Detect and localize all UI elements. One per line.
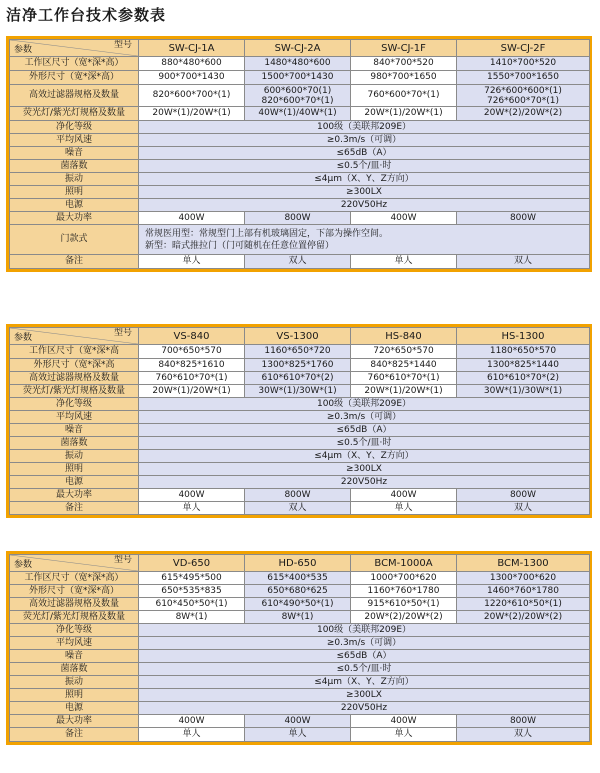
header-corner-cell [10,555,139,572]
model-header-cell: BCM-1300 [457,555,590,572]
row-label: 平均风速 [10,134,139,147]
row-value-cell: 840*825*1610 [139,359,245,372]
row-value-cell: 1460*760*1780 [457,585,590,598]
header-corner-cell [10,40,139,57]
row-value-cell: 1500*700*1430 [245,71,351,85]
table-row [10,71,590,85]
row-value-cell: 800W [457,715,590,728]
row-label: 振动 [10,450,139,463]
row-value-cell: 840*700*520 [351,57,457,71]
row-label: 高效过滤器规格及数量 [10,372,139,385]
row-value-cell: 400W [139,489,245,502]
table-row [10,437,590,450]
row-label: 净化等级 [10,624,139,637]
row-value-cell: 840*825*1440 [351,359,457,372]
row-value-cell: 615*400*535 [245,572,351,585]
row-value-cell: 615*495*500 [139,572,245,585]
row-value-cell: 1410*700*520 [457,57,590,71]
row-value-span: 100级（美联邦209E） [139,398,590,411]
row-value-cell: 400W [351,212,457,225]
table-row [10,702,590,715]
spec-table [9,327,590,515]
row-label: 荧光灯/紫光灯规格及数量 [10,385,139,398]
row-label: 备注 [10,502,139,515]
row-value-span: ≤65dB（A） [139,424,590,437]
row-value-span: ≤65dB（A） [139,650,590,663]
row-value-cell: 1160*650*720 [245,345,351,359]
page-title: 洁净工作台技术参数表 [6,6,167,24]
row-value-cell: 30W*(1)/30W*(1) [457,385,590,398]
row-value-cell: 400W [245,715,351,728]
row-value-cell: 单人 [139,255,245,269]
row-value-span: ≥0.3m/s（可调） [139,637,590,650]
row-value-span: ≤4μm（X、Y、Z方向） [139,450,590,463]
row-label: 备注 [10,255,139,269]
table-row [10,85,590,107]
row-label: 噪音 [10,424,139,437]
model-header-cell: HS-1300 [457,328,590,345]
header-param-label: 参数 [14,45,33,55]
table-row [10,663,590,676]
table-row [10,489,590,502]
table-row [10,476,590,489]
spec-table-2 [6,324,592,518]
row-value-cell: 1480*480*600 [245,57,351,71]
table-row [10,598,590,611]
table-row [10,199,590,212]
row-value-cell: 20W*(1)/20W*(1) [351,107,457,121]
row-label: 外形尺寸（宽*深*高 [10,359,139,372]
row-label: 电源 [10,476,139,489]
row-value-cell: 8W*(1) [139,611,245,624]
spec-table [9,39,590,269]
row-label: 外形尺寸（宽*深*高） [10,585,139,598]
row-value-cell: 610*610*70*(2) [245,372,351,385]
row-value-cell: 双人 [457,728,590,742]
row-label: 外形尺寸（宽*深*高） [10,71,139,85]
row-value-cell: 400W [351,489,457,502]
row-value-span: 220V50Hz [139,476,590,489]
row-value-cell: 1180*650*570 [457,345,590,359]
row-value-cell: 1160*760*1780 [351,585,457,598]
row-value-cell: 800W [245,212,351,225]
model-header-cell: BCM-1000A [351,555,457,572]
row-label: 净化等级 [10,398,139,411]
table-row [10,398,590,411]
row-label: 照明 [10,186,139,199]
row-label: 照明 [10,463,139,476]
row-value-span: ≥0.3m/s（可调） [139,411,590,424]
model-header-cell: VD-650 [139,555,245,572]
row-value-cell: 双人 [457,255,590,269]
row-value-span: ≤65dB（A） [139,147,590,160]
row-label: 振动 [10,173,139,186]
row-value-cell: 880*480*600 [139,57,245,71]
row-label: 电源 [10,702,139,715]
row-value-cell: 760*610*70*(1) [351,372,457,385]
row-value-cell: 1000*700*620 [351,572,457,585]
row-value-cell: 1300*700*620 [457,572,590,585]
row-value-cell: 单人 [351,255,457,269]
row-value-cell: 单人 [139,502,245,515]
header-corner-cell [10,328,139,345]
model-header-cell: SW-CJ-2A [245,40,351,57]
table-row [10,160,590,173]
model-header-cell: SW-CJ-1F [351,40,457,57]
row-value-span: ≥300LX [139,463,590,476]
row-value-cell: 单人 [139,728,245,742]
model-header-cell: HD-650 [245,555,351,572]
table-row [10,424,590,437]
row-label: 噪音 [10,650,139,663]
row-value-cell: 20W*(1)/20W*(1) [351,385,457,398]
row-value-span: ≥300LX [139,689,590,702]
row-label: 最大功率 [10,715,139,728]
table-row [10,134,590,147]
row-label: 工作区尺寸（宽*深*高） [10,57,139,71]
header-param-label: 参数 [14,560,33,570]
row-value-cell: 720*650*570 [351,345,457,359]
row-value-span: ≤0.5个/皿·时 [139,160,590,173]
row-value-span: 100级（美联邦209E） [139,624,590,637]
row-label: 净化等级 [10,121,139,134]
row-label: 菌落数 [10,160,139,173]
row-label: 噪音 [10,147,139,160]
model-header-cell: SW-CJ-2F [457,40,590,57]
table-row [10,650,590,663]
table-row [10,212,590,225]
row-label: 工作区尺寸（宽*深*高） [10,572,139,585]
table-row [10,107,590,121]
table-row [10,57,590,71]
row-label: 荧光灯/紫光灯规格及数量 [10,611,139,624]
row-value-cell: 1550*700*1650 [457,71,590,85]
row-label: 荧光灯/紫光灯规格及数量 [10,107,139,121]
row-value-cell: 1220*610*50*(1) [457,598,590,611]
header-param-label: 参数 [14,333,33,343]
row-value-cell: 760*610*70*(1) [139,372,245,385]
row-value-cell: 600*600*70(1) 820*600*70*(1) [245,85,351,107]
row-value-span: ≤4μm（X、Y、Z方向） [139,173,590,186]
row-label: 照明 [10,689,139,702]
row-value-cell: 20W*(2)/20W*(2) [457,107,590,121]
model-header-cell: VS-840 [139,328,245,345]
row-value-cell: 20W*(2)/20W*(2) [457,611,590,624]
header-model-label: 型号 [113,40,132,50]
row-value-cell: 单人 [351,728,457,742]
table-row [10,624,590,637]
table-row [10,585,590,598]
table-row [10,689,590,702]
table-row [10,372,590,385]
table-row [10,411,590,424]
row-label: 振动 [10,676,139,689]
spec-table-3 [6,551,592,745]
table-row [10,186,590,199]
row-value-cell: 610*450*50*(1) [139,598,245,611]
row-value-cell: 1300*825*1760 [245,359,351,372]
row-label: 高效过滤器规格及数量 [10,85,139,107]
row-value-cell: 760*600*70*(1) [351,85,457,107]
table-row [10,255,590,269]
row-value-cell: 726*600*600*(1) 726*600*70*(1) [457,85,590,107]
row-label: 菌落数 [10,663,139,676]
table-row [10,147,590,160]
row-value-cell: 915*610*50*(1) [351,598,457,611]
row-value-cell: 700*650*570 [139,345,245,359]
row-label: 工作区尺寸（宽*深*高 [10,345,139,359]
row-label: 高效过滤器规格及数量 [10,598,139,611]
row-label: 最大功率 [10,489,139,502]
row-value-cell: 40W*(1)/40W*(1) [245,107,351,121]
row-value-cell: 单人 [245,728,351,742]
row-value-cell: 双人 [245,255,351,269]
header-model-label: 型号 [113,328,132,338]
row-label: 备注 [10,728,139,742]
row-value-cell: 20W*(1)/20W*(1) [139,107,245,121]
row-value-cell: 900*700*1430 [139,71,245,85]
table-row [10,572,590,585]
row-value-cell: 1300*825*1440 [457,359,590,372]
spec-table-1 [6,36,592,272]
row-label: 最大功率 [10,212,139,225]
table-row [10,345,590,359]
row-value-span: ≤0.5个/皿·时 [139,437,590,450]
table-row [10,463,590,476]
row-label: 平均风速 [10,411,139,424]
row-value-span: 常规医用型：常规型门上部有机玻璃固定，下部为操作空间。 新型：暗式推拉门（门可随机在任意位置停留） [139,225,590,255]
row-value-cell: 400W [139,715,245,728]
row-value-cell: 800W [457,212,590,225]
table-row [10,728,590,742]
row-value-cell: 800W [457,489,590,502]
row-value-span: ≥0.3m/s（可调） [139,134,590,147]
row-value-span: 100级（美联邦209E） [139,121,590,134]
row-value-span: 220V50Hz [139,199,590,212]
row-label: 菌落数 [10,437,139,450]
row-value-cell: 30W*(1)/30W*(1) [245,385,351,398]
row-value-span: ≥300LX [139,186,590,199]
row-label: 电源 [10,199,139,212]
row-value-cell: 820*600*700*(1) [139,85,245,107]
row-value-cell: 8W*(1) [245,611,351,624]
table-row [10,359,590,372]
row-label: 门款式 [10,225,139,255]
row-value-cell: 400W [351,715,457,728]
table-row [10,715,590,728]
table-row [10,502,590,515]
row-value-cell: 20W*(2)/20W*(2) [351,611,457,624]
table-row [10,611,590,624]
model-header-cell: SW-CJ-1A [139,40,245,57]
row-value-cell: 20W*(1)/20W*(1) [139,385,245,398]
row-value-cell: 双人 [245,502,351,515]
row-value-span: 220V50Hz [139,702,590,715]
table-row [10,385,590,398]
row-value-cell: 400W [139,212,245,225]
row-value-span: ≤0.5个/皿·时 [139,663,590,676]
row-value-cell: 610*610*70*(2) [457,372,590,385]
row-value-cell: 650*535*835 [139,585,245,598]
row-value-cell: 单人 [351,502,457,515]
row-value-cell: 610*490*50*(1) [245,598,351,611]
row-value-cell: 双人 [457,502,590,515]
row-value-cell: 800W [245,489,351,502]
table-row [10,225,590,255]
model-header-cell: HS-840 [351,328,457,345]
row-value-cell: 980*700*1650 [351,71,457,85]
table-row [10,676,590,689]
header-model-label: 型号 [113,555,132,565]
table-row [10,450,590,463]
table-row [10,121,590,134]
table-row [10,173,590,186]
row-value-cell: 650*680*625 [245,585,351,598]
row-label: 平均风速 [10,637,139,650]
row-value-span: ≤4μm（X、Y、Z方向） [139,676,590,689]
table-row [10,637,590,650]
spec-table [9,554,590,742]
model-header-cell: VS-1300 [245,328,351,345]
